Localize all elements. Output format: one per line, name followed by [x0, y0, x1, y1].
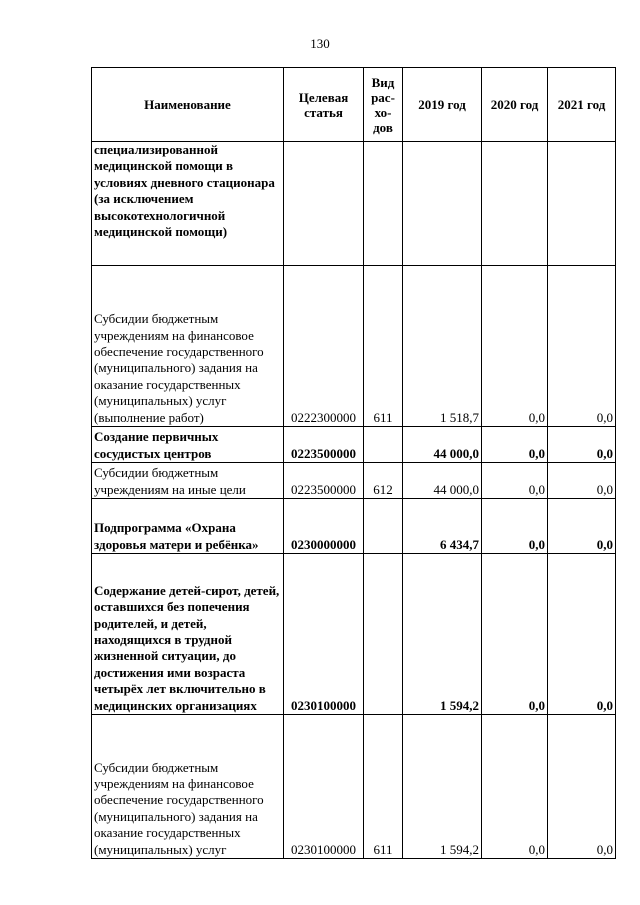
- row-2019: 1 594,2: [403, 715, 482, 859]
- table-row: [92, 266, 616, 427]
- header-name: Наименование: [92, 68, 284, 142]
- table-row: [92, 554, 616, 715]
- header-2019: 2019 год: [403, 68, 482, 142]
- row-2021: 0,0: [548, 266, 616, 427]
- row-2020: 0,0: [482, 427, 548, 463]
- row-2020: 0,0: [482, 554, 548, 715]
- row-kind: [364, 499, 403, 554]
- header-expense-kind: Вид рас-хо-дов: [364, 68, 403, 142]
- table-row: [92, 715, 616, 859]
- budget-table: [91, 67, 616, 859]
- page-number: 130: [310, 36, 330, 51]
- row-2020: 0,0: [482, 463, 548, 499]
- row-2020: [482, 142, 548, 266]
- row-name: Субсидии бюджетным учреждениям на иные цели: [92, 463, 284, 499]
- row-2019: [403, 142, 482, 266]
- row-kind: [364, 554, 403, 715]
- row-code: [284, 142, 364, 266]
- row-2021: 0,0: [548, 427, 616, 463]
- row-2021: 0,0: [548, 463, 616, 499]
- row-kind: 611: [364, 715, 403, 859]
- header-2021: 2021 год: [548, 68, 616, 142]
- row-2021: [548, 142, 616, 266]
- row-kind: [364, 142, 403, 266]
- table-row: [92, 499, 616, 554]
- row-name: Субсидии бюджетным учреждениям на финансовое обеспечение государственного (муниципального) задания на оказание государственных (муниципальных) услуг: [92, 715, 284, 859]
- row-name: Подпрограмма «Охрана здоровья матери и ребёнка»: [92, 499, 284, 554]
- row-code: 0222300000: [284, 266, 364, 427]
- row-name: Создание первичных сосудистых центров: [92, 427, 284, 463]
- row-name: Субсидии бюджетным учреждениям на финансовое обеспечение государственного (муниципального) задания на оказание государственных (муниципальных) услуг (выполнение работ): [92, 266, 284, 427]
- row-code: 0223500000: [284, 463, 364, 499]
- row-kind: 612: [364, 463, 403, 499]
- row-code: 0223500000: [284, 427, 364, 463]
- table-header-row: [92, 68, 616, 142]
- row-2021: 0,0: [548, 715, 616, 859]
- table-row: [92, 142, 616, 266]
- header-target-article: Целевая статья: [284, 68, 364, 142]
- row-2019: 44 000,0: [403, 463, 482, 499]
- table-row: [92, 463, 616, 499]
- row-code: 0230100000: [284, 554, 364, 715]
- row-kind: [364, 427, 403, 463]
- row-2020: 0,0: [482, 715, 548, 859]
- row-code: 0230100000: [284, 715, 364, 859]
- row-2020: 0,0: [482, 266, 548, 427]
- row-2020: 0,0: [482, 499, 548, 554]
- row-name: Содержание детей-сирот, детей, оставшихся без попечения родителей, и детей, находящихся в трудной жизненной ситуации, до достижения ими возраста четырёх лет включительно в медицинских организациях: [92, 554, 284, 715]
- header-2020: 2020 год: [482, 68, 548, 142]
- row-2019: 1 518,7: [403, 266, 482, 427]
- row-kind: 611: [364, 266, 403, 427]
- row-2021: 0,0: [548, 499, 616, 554]
- row-code: 0230000000: [284, 499, 364, 554]
- row-2021: 0,0: [548, 554, 616, 715]
- row-2019: 6 434,7: [403, 499, 482, 554]
- row-name: специализированной медицинской помощи в условиях дневного стационара (за исключением высокотехнологичной медицинской помощи): [92, 142, 284, 266]
- row-2019: 1 594,2: [403, 554, 482, 715]
- row-2019: 44 000,0: [403, 427, 482, 463]
- table-row: [92, 427, 616, 463]
